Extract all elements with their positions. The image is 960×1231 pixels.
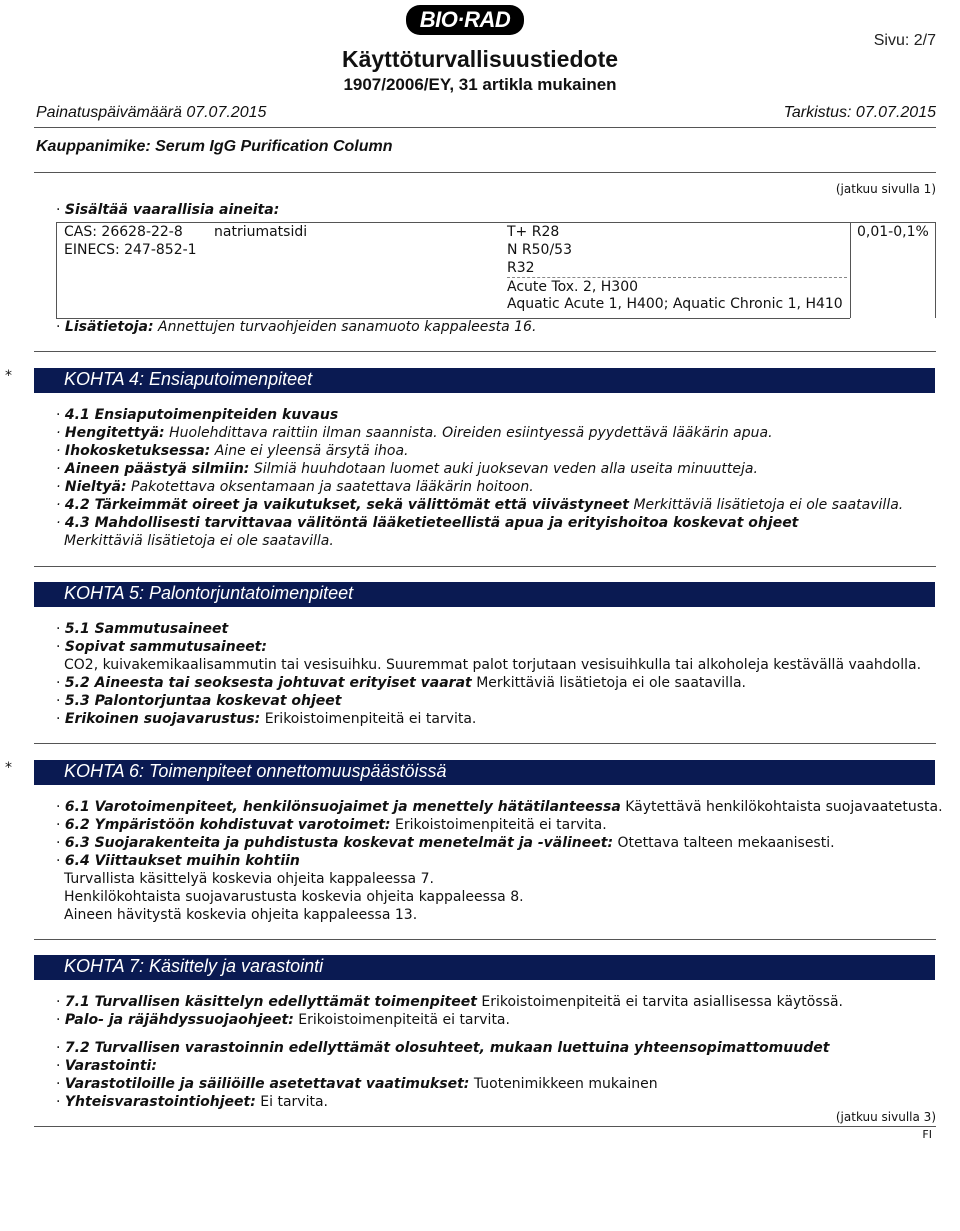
s4-line-4: · Aineen päästyä silmiin: Silmiä huuhdotaan luomet auki juoksevan veden alla useita minuutteja. bbox=[56, 461, 758, 477]
s6-line-4: · 6.4 Viittaukset muihin kohtiin bbox=[56, 853, 300, 869]
hazard-table-left bbox=[56, 222, 57, 318]
section-divider-4 bbox=[34, 351, 936, 352]
language-code: FI bbox=[922, 1128, 932, 1141]
class-3: R32 bbox=[507, 260, 535, 276]
section-divider-7 bbox=[34, 939, 936, 940]
s4-line-8: Merkittäviä lisätietoja ei ole saatavilla. bbox=[64, 533, 334, 549]
hazard-table-top bbox=[56, 222, 936, 223]
clp-1: Acute Tox. 2, H300 bbox=[507, 279, 639, 295]
s6-line-3: · 6.3 Suojarakenteita ja puhdistusta koskevat menetelmät ja -välineet: Otettava talteen mekaanisesti. bbox=[56, 835, 835, 851]
s6-line-6: Henkilökohtaista suojavarustusta koskevia ohjeita kappaleessa 8. bbox=[64, 889, 524, 905]
section-4-header bbox=[34, 368, 935, 393]
s4-line-7: · 4.3 Mahdollisesti tarvittavaa välitöntä lääketieteellistä apua ja erityishoitoa koskevat ohjeet bbox=[56, 515, 799, 531]
s4-line-3: · Ihokosketuksessa: Aine ei yleensä ärsytä ihoa. bbox=[56, 443, 409, 459]
s6-line-7: Aineen hävitystä koskevia ohjeita kappaleessa 13. bbox=[64, 907, 418, 923]
revision-marker: * bbox=[5, 760, 12, 776]
footer-divider bbox=[34, 1126, 936, 1127]
continued-from: (jatkuu sivulla 1) bbox=[835, 182, 936, 196]
document-subtitle: 1907/2006/EY, 31 artikla mukainen bbox=[343, 75, 617, 94]
concentration: 0,01-0,1% bbox=[857, 224, 929, 240]
s5-line-5: · 5.3 Palontorjuntaa koskevat ohjeet bbox=[56, 693, 342, 709]
s4-line-5: · Nieltyä: Pakotettava oksentamaan ja saatettava lääkärin hoitoon. bbox=[56, 479, 534, 495]
s4-line-2: · Hengitettyä: Huolehdittava raittiin ilman saannista. Oireiden esiintyessä pyydettävä lääkärin apua. bbox=[56, 425, 773, 441]
section-6-title: KOHTA 6: Toimenpiteet onnettomuuspäästöissä bbox=[64, 761, 447, 781]
s7-line-5: · Varastotiloille ja säiliöille asetettavat vaatimukset: Tuotenimikkeen mukainen bbox=[56, 1076, 658, 1092]
s7-line-4: · Varastointi: bbox=[56, 1058, 157, 1074]
section-5-title: KOHTA 5: Palontorjuntatoimenpiteet bbox=[64, 583, 354, 603]
s4-line-1: · 4.1 Ensiaputoimenpiteiden kuvaus bbox=[56, 407, 339, 423]
s6-line-5: Turvallista käsittelyä koskevia ohjeita kappaleessa 7. bbox=[64, 871, 434, 887]
document-title: Käyttöturvallisuustiedote bbox=[341, 46, 619, 72]
section-5-header bbox=[34, 582, 935, 607]
s5-line-4: · 5.2 Aineesta tai seoksesta johtuvat erityiset vaarat Merkittäviä lisätietoja ei ole saatavilla. bbox=[56, 675, 746, 691]
continued-to: (jatkuu sivulla 3) bbox=[835, 1110, 936, 1124]
cas-number: CAS: 26628-22-8 bbox=[64, 224, 183, 240]
section-divider-5 bbox=[34, 566, 936, 567]
substance-name: natriumatsidi bbox=[214, 224, 308, 240]
s7-line-2: · Palo- ja räjähdyssuojaohjeet: Erikoistoimenpiteitä ei tarvita. bbox=[56, 1012, 510, 1028]
s7-line-3: · 7.2 Turvallisen varastoinnin edellyttämät olosuhteet, mukaan luettuina yhteensopimattomuudet bbox=[56, 1040, 830, 1056]
class-separator bbox=[507, 277, 847, 278]
print-date: Painatuspäivämäärä 07.07.2015 bbox=[36, 104, 267, 121]
s5-line-6: · Erikoinen suojavarustus: Erikoistoimenpiteitä ei tarvita. bbox=[56, 711, 477, 727]
s5-line-3: CO2, kuivakemikaalisammutin tai vesisuihku. Suuremmat palot torjutaan vesisuihkulla tai alkoholeja kestävällä vaahdolla. bbox=[64, 657, 922, 673]
header-divider bbox=[34, 127, 936, 128]
s4-line-6: · 4.2 Tärkeimmät oireet ja vaikutukset, sekä välittömät että viivästyneet Merkittäviä lisätietoja ei ole saatavilla. bbox=[56, 497, 904, 513]
section-7-title: KOHTA 7: Käsittely ja varastointi bbox=[64, 956, 324, 976]
product-divider bbox=[34, 172, 936, 173]
section-7-header bbox=[34, 955, 935, 980]
einecs-number: EINECS: 247-852-1 bbox=[64, 242, 197, 258]
class-1: T+ R28 bbox=[507, 224, 560, 240]
section-6-header bbox=[34, 760, 935, 785]
revision-marker: * bbox=[5, 368, 12, 384]
s6-line-1: · 6.1 Varotoimenpiteet, henkilönsuojaimet ja menettely hätätilanteessa Käytettävä henkilökohtaista suojavaatetusta. bbox=[56, 799, 943, 815]
revision-date: Tarkistus: 07.07.2015 bbox=[783, 104, 936, 121]
section-divider-6 bbox=[34, 743, 936, 744]
s5-line-2: · Sopivat sammutusaineet: bbox=[56, 639, 267, 655]
bio-rad-logo: BIO·RAD bbox=[406, 5, 524, 35]
s5-line-1: · 5.1 Sammutusaineet bbox=[56, 621, 229, 637]
hazardous-label: · Sisältää vaarallisia aineita: bbox=[56, 202, 280, 218]
hazard-table-outer-right bbox=[935, 222, 936, 318]
s7-line-6: · Yhteisvarastointiohjeet: Ei tarvita. bbox=[56, 1094, 328, 1110]
extra-info: · Lisätietoja: Annettujen turvaohjeiden sanamuoto kappaleesta 16. bbox=[56, 319, 537, 335]
s6-line-2: · 6.2 Ympäristöön kohdistuvat varotoimet: Erikoistoimenpiteitä ei tarvita. bbox=[56, 817, 607, 833]
s7-line-1: · 7.1 Turvallisen käsittelyn edellyttämät toimenpiteet Erikoistoimenpiteitä ei tarvita asiallisessa käytössä. bbox=[56, 994, 843, 1010]
hazard-table-right bbox=[850, 222, 851, 318]
page-number: Sivu: 2/7 bbox=[873, 32, 936, 49]
section-4-title: KOHTA 4: Ensiaputoimenpiteet bbox=[64, 369, 313, 389]
class-2: N R50/53 bbox=[507, 242, 572, 258]
product-name: Kauppanimike: Serum IgG Purification Column bbox=[36, 138, 393, 155]
clp-2: Aquatic Acute 1, H400; Aquatic Chronic 1, H410 bbox=[507, 296, 843, 312]
